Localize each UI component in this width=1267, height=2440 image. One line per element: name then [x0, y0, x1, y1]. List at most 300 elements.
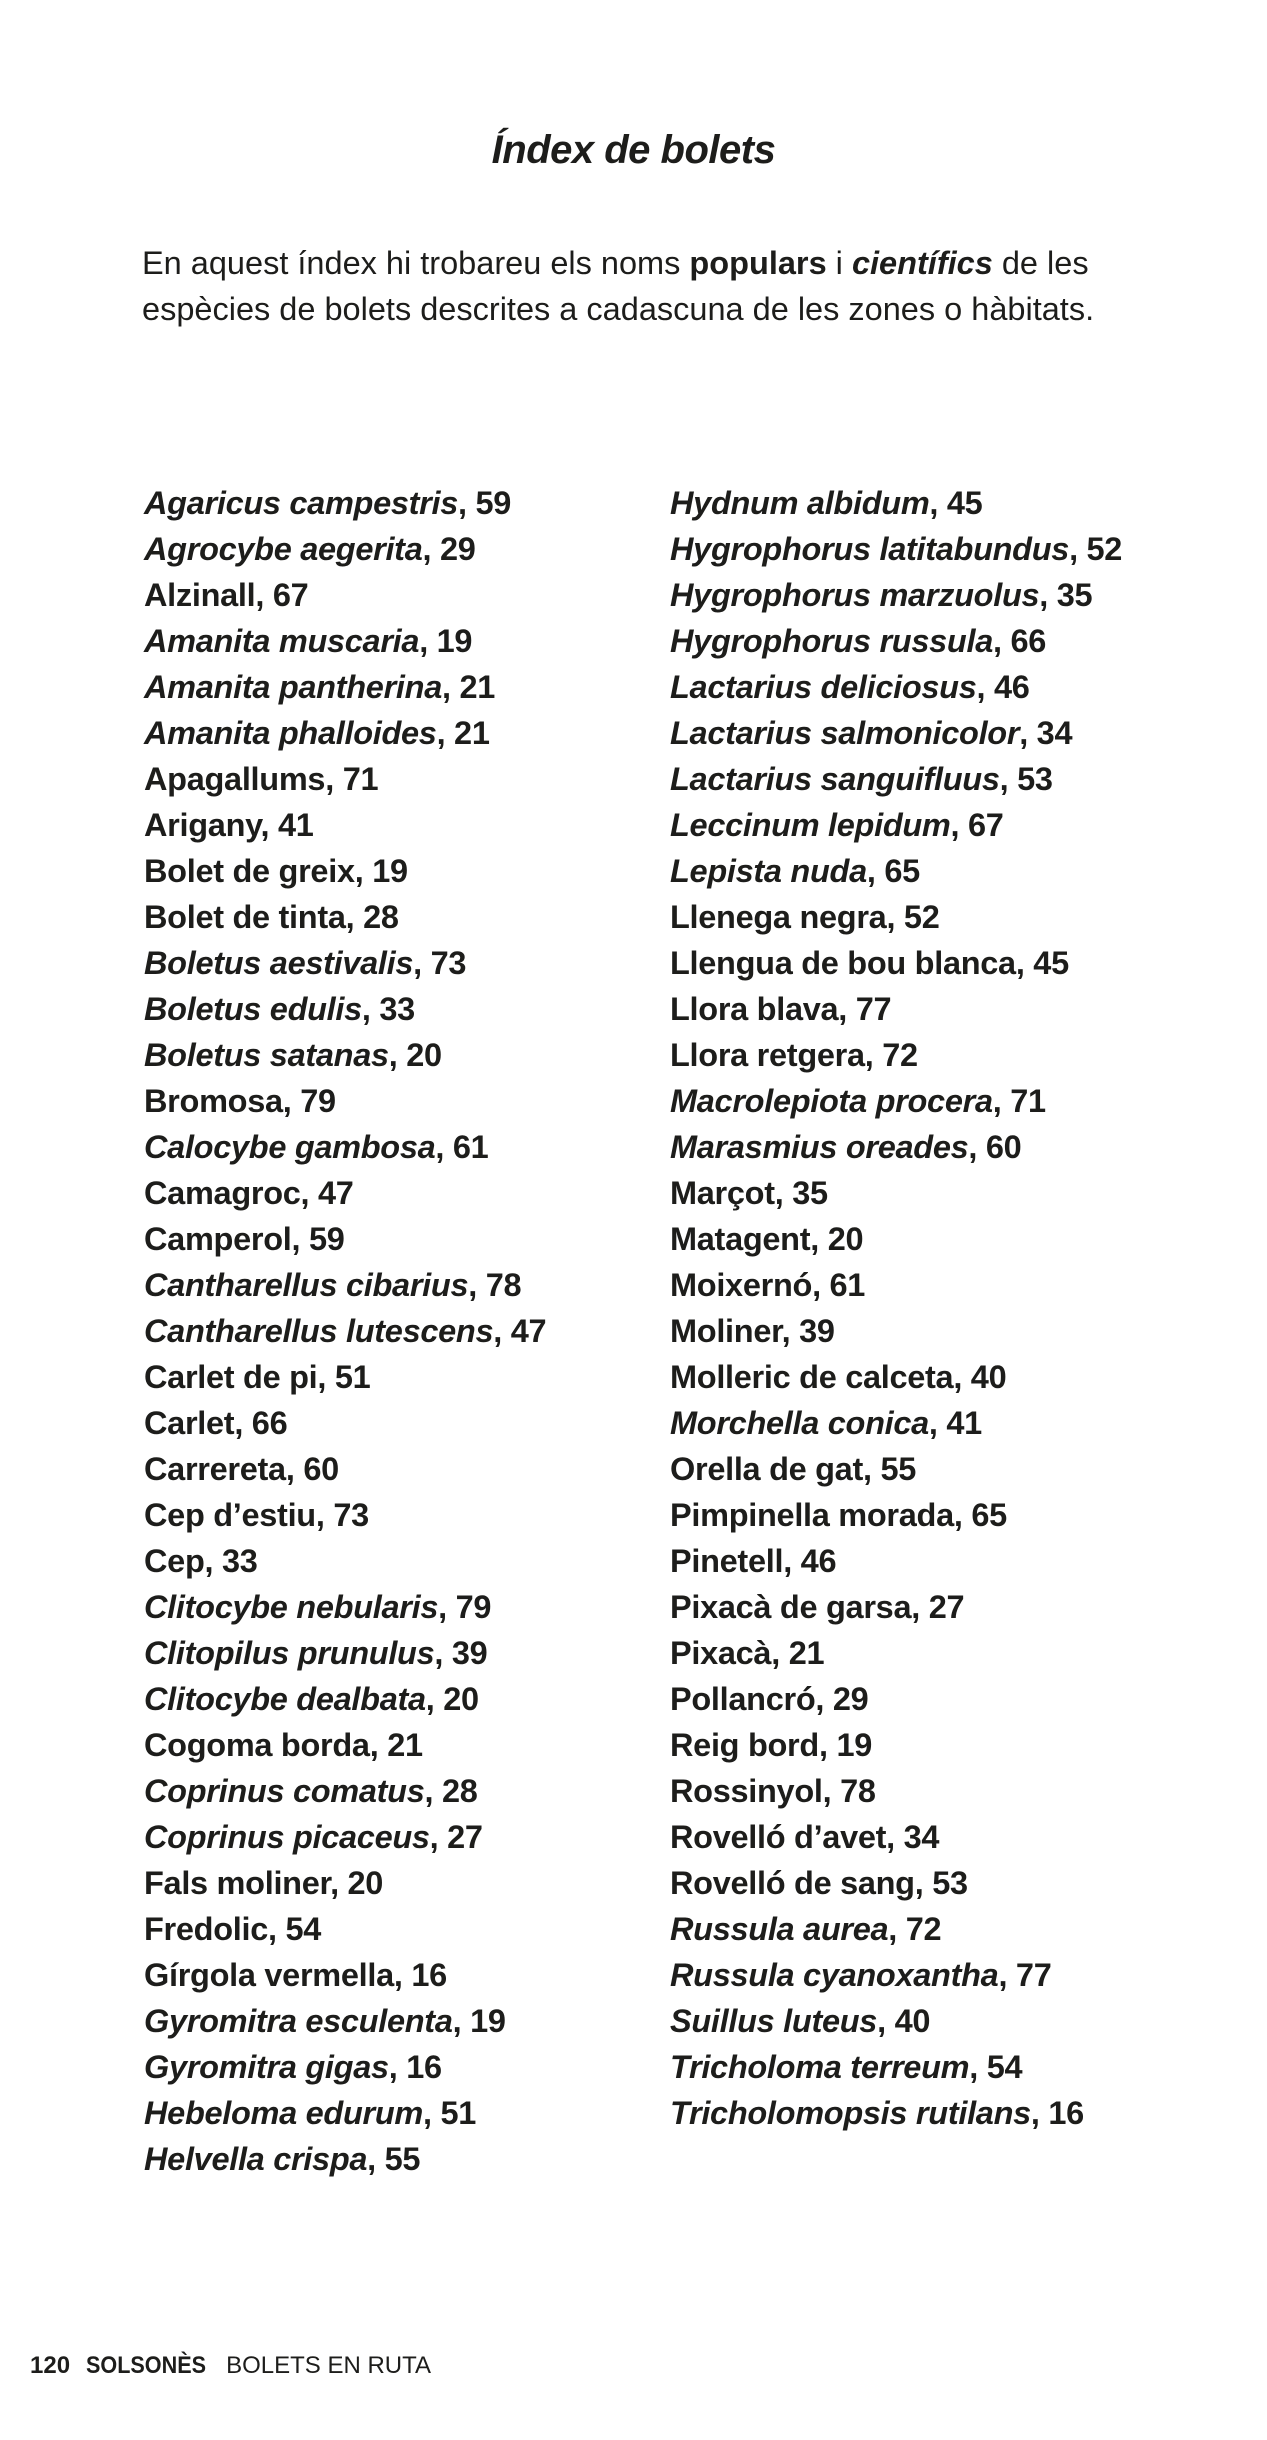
index-entry	[670, 480, 1260, 526]
index-entry-page: 52	[903, 899, 940, 935]
index-entry	[144, 894, 654, 940]
index-entry-page: 77	[855, 991, 892, 1027]
index-entry-name: Pollancró	[670, 1681, 816, 1717]
index-entry-separator: ,	[1039, 577, 1057, 613]
index-entry-page: 19	[470, 2003, 506, 2039]
index-entry-name: Pinetell	[670, 1543, 784, 1579]
index-entry-name: Moliner	[670, 1313, 782, 1349]
intro-text-3: de les espècies de bolets descrites a cadascuna de les zones o hàbitats.	[142, 245, 1095, 327]
index-entry-separator: ,	[393, 1957, 412, 1993]
index-entry	[670, 572, 1260, 618]
index-entry-page: 66	[251, 1405, 288, 1441]
index-entry-name: Cep d’estiu	[144, 1497, 316, 1533]
index-entry-name: Gírgola vermella	[144, 1957, 394, 1993]
index-entry	[670, 2090, 1260, 2136]
intro-text-1: En aquest índex hi trobareu els noms	[142, 245, 690, 281]
index-entry	[670, 848, 1260, 894]
index-entry-separator: ,	[493, 1313, 511, 1349]
index-entry-name: Bolet de greix	[144, 853, 355, 889]
index-entry-separator: ,	[429, 1819, 448, 1855]
index-entry-page: 28	[441, 1773, 478, 1809]
intro-text-2: i	[826, 245, 852, 281]
intro-paragraph	[142, 240, 1162, 332]
index-entry-name: Llenega negra	[670, 899, 887, 935]
index-entry-page: 66	[1010, 623, 1046, 659]
index-entry-name: Macrolepiota procera	[670, 1083, 993, 1119]
index-entry-page: 34	[1036, 715, 1073, 751]
index-entry-name: Lactarius salmonicolor	[670, 715, 1020, 751]
index-entry	[144, 1308, 654, 1354]
index-entry	[144, 1124, 654, 1170]
index-entry	[670, 1078, 1260, 1124]
index-entry-name: Fals moliner	[144, 1865, 331, 1901]
index-entry	[144, 2090, 654, 2136]
index-entry-page: 41	[946, 1405, 982, 1441]
index-entry-name: Llengua de bou blanca	[670, 945, 1016, 981]
index-entry-name: Pixacà	[670, 1635, 772, 1671]
index-entry	[144, 2136, 654, 2182]
index-entry	[670, 986, 1260, 1032]
index-entry-name: Amanita phalloides	[144, 715, 437, 751]
index-entry	[144, 1860, 654, 1906]
index-entry-separator: ,	[291, 1221, 309, 1257]
index-entry-page: 21	[387, 1727, 423, 1763]
index-entry-name: Matagent	[670, 1221, 811, 1257]
index-entry-page: 29	[439, 531, 476, 567]
index-entry-page: 35	[1056, 577, 1093, 613]
index-entry	[670, 664, 1260, 710]
index-entry	[670, 1814, 1260, 1860]
index-entry-name: Bolet de tinta	[144, 899, 346, 935]
index-entry	[144, 1078, 654, 1124]
index-entry-name: Bromosa	[144, 1083, 283, 1119]
index-entry-name: Clitocybe dealbata	[144, 1681, 426, 1717]
index-entry-name: Lactarius sanguifluus	[670, 761, 1000, 797]
index-entry-name: Rovelló de sang	[670, 1865, 915, 1901]
index-entry	[144, 526, 654, 572]
index-entry-name: Clitopilus prunulus	[144, 1635, 435, 1671]
index-entry-separator: ,	[436, 715, 455, 751]
index-entry-page: 46	[993, 669, 1030, 705]
index-entry-name: Arigany	[144, 807, 261, 843]
index-entry-separator: ,	[1069, 531, 1087, 567]
index-entry	[144, 848, 654, 894]
index-entry-page: 27	[928, 1589, 965, 1625]
index-entry-name: Rossinyol	[670, 1773, 823, 1809]
index-entry-separator: ,	[998, 1957, 1016, 1993]
index-entry-separator: ,	[838, 991, 856, 1027]
index-entry	[144, 1354, 654, 1400]
index-entry-name: Llora blava	[670, 991, 839, 1027]
index-entry-separator: ,	[992, 623, 1011, 659]
index-entry-page: 21	[788, 1635, 825, 1671]
index-entry	[670, 1630, 1260, 1676]
index-entry-name: Cep	[144, 1543, 205, 1579]
intro-cientifics: científics	[851, 245, 993, 281]
index-entry-separator: ,	[435, 1129, 453, 1165]
index-entry-name: Pixacà de garsa	[670, 1589, 912, 1625]
index-entry-separator: ,	[810, 1221, 828, 1257]
index-entry	[144, 1216, 654, 1262]
footer-book-title: BOLETS EN RUTA	[219, 2352, 431, 2379]
index-entry-name: Marasmius oreades	[670, 1129, 969, 1165]
intro-populars: populars	[689, 245, 827, 281]
index-entry-separator: ,	[864, 1037, 883, 1073]
index-entry-name: Pimpinella morada	[670, 1497, 954, 1533]
index-entry-separator: ,	[812, 1267, 830, 1303]
index-entry-name: Reig bord	[670, 1727, 819, 1763]
index-entry-separator: ,	[1030, 2095, 1049, 2131]
index-entry-separator: ,	[877, 2003, 895, 2039]
index-entry-separator: ,	[361, 991, 380, 1027]
index-entry	[670, 1998, 1260, 2044]
index-entry-page: 40	[970, 1359, 1007, 1395]
index-entry-page: 72	[905, 1911, 942, 1947]
index-entry-separator: ,	[781, 1313, 800, 1349]
index-entry	[670, 1768, 1260, 1814]
index-entry-page: 55	[384, 2141, 421, 2177]
index-entry-separator: ,	[886, 1819, 904, 1855]
index-entry-name: Morchella conica	[670, 1405, 929, 1441]
index-entry-page: 20	[827, 1221, 864, 1257]
index-entry-separator: ,	[282, 1083, 301, 1119]
index-entry	[144, 1814, 654, 1860]
index-entry-name: Carlet de pi	[144, 1359, 318, 1395]
index-entry-name: Amanita pantherina	[144, 669, 442, 705]
index-entry-page: 41	[277, 807, 314, 843]
index-entry-page: 78	[485, 1267, 522, 1303]
index-entry-page: 78	[840, 1773, 876, 1809]
index-entry-separator: ,	[953, 1497, 972, 1533]
index-entry-name: Fredolic	[144, 1911, 269, 1947]
index-entry-separator: ,	[968, 1129, 986, 1165]
index-entry-page: 39	[799, 1313, 835, 1349]
index-entry-separator: ,	[953, 1359, 971, 1395]
index-entry-page: 72	[882, 1037, 918, 1073]
index-entry-separator: ,	[1015, 945, 1034, 981]
index-entry-name: Rovelló d’avet	[670, 1819, 887, 1855]
index-entry-separator: ,	[422, 531, 440, 567]
index-entry-page: 52	[1086, 531, 1123, 567]
index-entry-name: Coprinus picaceus	[144, 1819, 430, 1855]
index-entry-page: 33	[379, 991, 415, 1027]
index-entry-page: 34	[903, 1819, 940, 1855]
index-entry-name: Helvella crispa	[144, 2141, 368, 2177]
index-entry-separator: ,	[888, 1911, 906, 1947]
index-entry-page: 60	[985, 1129, 1022, 1165]
index-entry	[144, 1584, 654, 1630]
index-entry-page: 46	[800, 1543, 837, 1579]
index-entry	[144, 986, 654, 1032]
index-entry-page: 27	[447, 1819, 483, 1855]
index-entry	[670, 1676, 1260, 1722]
index-entry-separator: ,	[300, 1175, 319, 1211]
index-entry	[144, 1170, 654, 1216]
index-entry-page: 65	[884, 853, 920, 889]
index-entry-separator: ,	[434, 1635, 452, 1671]
index-entry-separator: ,	[330, 1865, 348, 1901]
index-entry-separator: ,	[442, 669, 460, 705]
index-entry	[144, 572, 654, 618]
index-entry-name: Boletus edulis	[144, 991, 362, 1027]
index-column-right	[670, 480, 1260, 2136]
index-entry-separator: ,	[911, 1589, 929, 1625]
index-entry-name: Clitocybe nebularis	[144, 1589, 439, 1625]
index-entry-page: 16	[406, 2049, 442, 2085]
index-entry	[144, 1906, 654, 1952]
index-entry	[144, 1446, 654, 1492]
index-entry-separator: ,	[255, 577, 273, 613]
index-entry-page: 55	[880, 1451, 917, 1487]
index-entry-name: Gyromitra gigas	[144, 2049, 389, 2085]
index-entry-name: Calocybe gambosa	[144, 1129, 436, 1165]
index-entry	[144, 1630, 654, 1676]
index-entry-separator: ,	[204, 1543, 222, 1579]
index-entry-separator: ,	[438, 1589, 456, 1625]
page-title: Índex de bolets	[491, 128, 776, 172]
index-entry-name: Coprinus comatus	[144, 1773, 425, 1809]
index-entry-page: 33	[221, 1543, 258, 1579]
index-entry-name: Hygrophorus russula	[670, 623, 993, 659]
index-entry-separator: ,	[468, 1267, 486, 1303]
footer-region: SOLSONÈS	[86, 2352, 207, 2379]
index-entry	[670, 1860, 1260, 1906]
index-entry-separator: ,	[783, 1543, 801, 1579]
index-entry-page: 45	[1033, 945, 1069, 981]
index-entry-separator: ,	[818, 1727, 837, 1763]
index-entry	[144, 1400, 654, 1446]
index-entry	[670, 1400, 1260, 1446]
index-entry-separator: ,	[969, 2049, 987, 2085]
index-entry-name: Hydnum albidum	[670, 485, 930, 521]
index-entry-page: 39	[451, 1635, 488, 1671]
index-entry-name: Boletus aestivalis	[144, 945, 414, 981]
index-entry-page: 61	[829, 1267, 866, 1303]
index-entry-name: Leccinum lepidum	[670, 807, 951, 843]
index-entry-separator: ,	[929, 485, 947, 521]
index-entry-name: Agrocybe aegerita	[144, 531, 423, 567]
index-entry	[144, 1952, 654, 1998]
index-entry-separator: ,	[315, 1497, 334, 1533]
index-entry-page: 40	[894, 2003, 931, 2039]
index-entry-name: Tricholoma terreum	[670, 2049, 970, 2085]
index-entry-name: Marçot	[670, 1175, 775, 1211]
index-entry	[670, 1722, 1260, 1768]
index-entry-page: 19	[836, 1727, 872, 1763]
footer-page-number: 120	[30, 2352, 71, 2379]
index-entry-page: 67	[272, 577, 309, 613]
index-entry-page: 59	[308, 1221, 345, 1257]
index-entry	[670, 940, 1260, 986]
index-entry-page: 19	[372, 853, 408, 889]
index-entry-name: Hygrophorus latitabundus	[670, 531, 1070, 567]
index-entry-name: Llora retgera	[670, 1037, 865, 1073]
index-entry-separator: ,	[317, 1359, 335, 1395]
index-entry	[144, 710, 654, 756]
index-entry	[144, 1676, 654, 1722]
index-entry	[144, 756, 654, 802]
index-entry-name: Alzinall	[144, 577, 256, 613]
index-entry-page: 19	[436, 623, 473, 659]
index-entry-separator: ,	[425, 1681, 444, 1717]
index-entry-separator: ,	[424, 1773, 442, 1809]
index-entry-name: Orella de gat	[670, 1451, 863, 1487]
index-entry-page: 71	[1010, 1083, 1046, 1119]
index-entry-page: 60	[303, 1451, 339, 1487]
index-entry-separator: ,	[419, 623, 437, 659]
index-entry-name: Apagallums	[144, 761, 326, 797]
index-entry-page: 53	[1017, 761, 1053, 797]
index-entry	[670, 1308, 1260, 1354]
index-entry-name: Carlet	[144, 1405, 235, 1441]
index-entry-separator: ,	[886, 899, 904, 935]
index-entry-page: 73	[430, 945, 467, 981]
index-entry-page: 54	[285, 1911, 322, 1947]
index-entry-page: 79	[300, 1083, 336, 1119]
index-entry-page: 71	[342, 761, 379, 797]
index-entry-name: Amanita muscaria	[144, 623, 420, 659]
index-entry	[144, 1492, 654, 1538]
index-entry-name: Cantharellus cibarius	[144, 1267, 469, 1303]
index-entry-separator: ,	[815, 1681, 833, 1717]
index-entry-separator: ,	[866, 853, 885, 889]
index-entry	[144, 1768, 654, 1814]
index-entry-separator: ,	[950, 807, 968, 843]
index-entry	[670, 526, 1260, 572]
index-entry-separator: ,	[367, 2141, 385, 2177]
index-entry	[144, 1262, 654, 1308]
index-entry-separator: ,	[822, 1773, 841, 1809]
index-entry	[670, 1262, 1260, 1308]
index-entry-separator: ,	[999, 761, 1018, 797]
index-entry	[670, 756, 1260, 802]
index-entry	[144, 480, 654, 526]
index-entry-name: Camagroc	[144, 1175, 301, 1211]
index-entry-name: Russula aurea	[670, 1911, 889, 1947]
index-entry-separator: ,	[1019, 715, 1037, 751]
index-entry-separator: ,	[369, 1727, 388, 1763]
index-entry	[144, 664, 654, 710]
page-footer	[30, 2351, 431, 2381]
index-entry-page: 73	[333, 1497, 369, 1533]
index-entry	[670, 1216, 1260, 1262]
index-entry-page: 16	[411, 1957, 447, 1993]
index-entry	[670, 1124, 1260, 1170]
index-entry	[670, 710, 1260, 756]
index-entry-page: 35	[792, 1175, 828, 1211]
index-entry	[670, 1170, 1260, 1216]
index-entry-name: Cantharellus lutescens	[144, 1313, 494, 1349]
index-entry-separator: ,	[325, 761, 343, 797]
index-entry-separator: ,	[234, 1405, 252, 1441]
index-entry	[670, 894, 1260, 940]
index-entry-name: Hebeloma edurum	[144, 2095, 424, 2131]
index-entry-name: Lactarius deliciosus	[670, 669, 977, 705]
index-entry-name: Boletus satanas	[144, 1037, 389, 1073]
index-entry-page: 61	[452, 1129, 489, 1165]
index-entry-name: Molleric de calceta	[670, 1359, 954, 1395]
index-entry	[670, 1032, 1260, 1078]
index-entry-page: 59	[475, 485, 512, 521]
index-entry-page: 45	[946, 485, 983, 521]
index-entry	[670, 1538, 1260, 1584]
index-entry-separator: ,	[354, 853, 373, 889]
index-entry-page: 47	[318, 1175, 354, 1211]
index-entry-page: 20	[347, 1865, 384, 1901]
index-entry-page: 20	[443, 1681, 479, 1717]
index-entry-page: 65	[971, 1497, 1007, 1533]
index-entry-page: 77	[1015, 1957, 1052, 1993]
index-entry	[144, 940, 654, 986]
index-entry	[670, 2044, 1260, 2090]
index-entry	[670, 1446, 1260, 1492]
index-entry-separator: ,	[774, 1175, 793, 1211]
index-entry-separator: ,	[458, 485, 476, 521]
index-entry-separator: ,	[413, 945, 431, 981]
index-entry-separator: ,	[260, 807, 278, 843]
index-entry-page: 16	[1048, 2095, 1084, 2131]
index-entry-page: 20	[406, 1037, 442, 1073]
index-entry	[670, 1906, 1260, 1952]
index-entry	[144, 1998, 654, 2044]
index-entry-name: Cogoma borda	[144, 1727, 370, 1763]
index-entry-page: 21	[459, 669, 496, 705]
index-entry	[670, 618, 1260, 664]
index-entry-name: Russula cyanoxantha	[670, 1957, 999, 1993]
index-entry	[144, 1538, 654, 1584]
index-entry	[144, 1032, 654, 1078]
index-entry	[670, 1492, 1260, 1538]
index-entry-name: Hygrophorus marzuolus	[670, 577, 1040, 613]
index-entry	[670, 1584, 1260, 1630]
index-entry-name: Suillus luteus	[670, 2003, 878, 2039]
index-entry-name: Agaricus campestris	[144, 485, 459, 521]
index-column-left	[144, 480, 654, 2182]
index-entry	[144, 618, 654, 664]
index-entry-separator: ,	[862, 1451, 881, 1487]
index-entry-separator: ,	[771, 1635, 789, 1671]
index-entry	[670, 802, 1260, 848]
index-entry-separator: ,	[452, 2003, 471, 2039]
index-entry-separator: ,	[345, 899, 364, 935]
index-entry-separator: ,	[285, 1451, 304, 1487]
index-entry-page: 51	[334, 1359, 371, 1395]
index-entry-name: Camperol	[144, 1221, 292, 1257]
index-entry-separator: ,	[268, 1911, 286, 1947]
index-entry-page: 29	[832, 1681, 869, 1717]
index-entry-page: 21	[454, 715, 490, 751]
index-entry-page: 51	[440, 2095, 477, 2131]
index-entry-name: Moixernó	[670, 1267, 813, 1303]
index-entry-separator: ,	[388, 2049, 407, 2085]
index-entry-separator: ,	[976, 669, 994, 705]
index-entry-name: Tricholomopsis rutilans	[670, 2095, 1031, 2131]
index-entry-page: 79	[455, 1589, 492, 1625]
index-entry-separator: ,	[914, 1865, 933, 1901]
index-entry-name: Carrereta	[144, 1451, 286, 1487]
index-entry-page: 28	[363, 899, 399, 935]
index-entry-page: 67	[968, 807, 1004, 843]
index-entry-name: Gyromitra esculenta	[144, 2003, 453, 2039]
index-entry-page: 53	[932, 1865, 968, 1901]
index-entry-page: 54	[986, 2049, 1023, 2085]
index-entry-separator: ,	[388, 1037, 407, 1073]
index-entry	[670, 1952, 1260, 1998]
index-entry	[144, 2044, 654, 2090]
index-entry	[144, 802, 654, 848]
index-entry-separator: ,	[423, 2095, 441, 2131]
index-entry-separator: ,	[992, 1083, 1011, 1119]
